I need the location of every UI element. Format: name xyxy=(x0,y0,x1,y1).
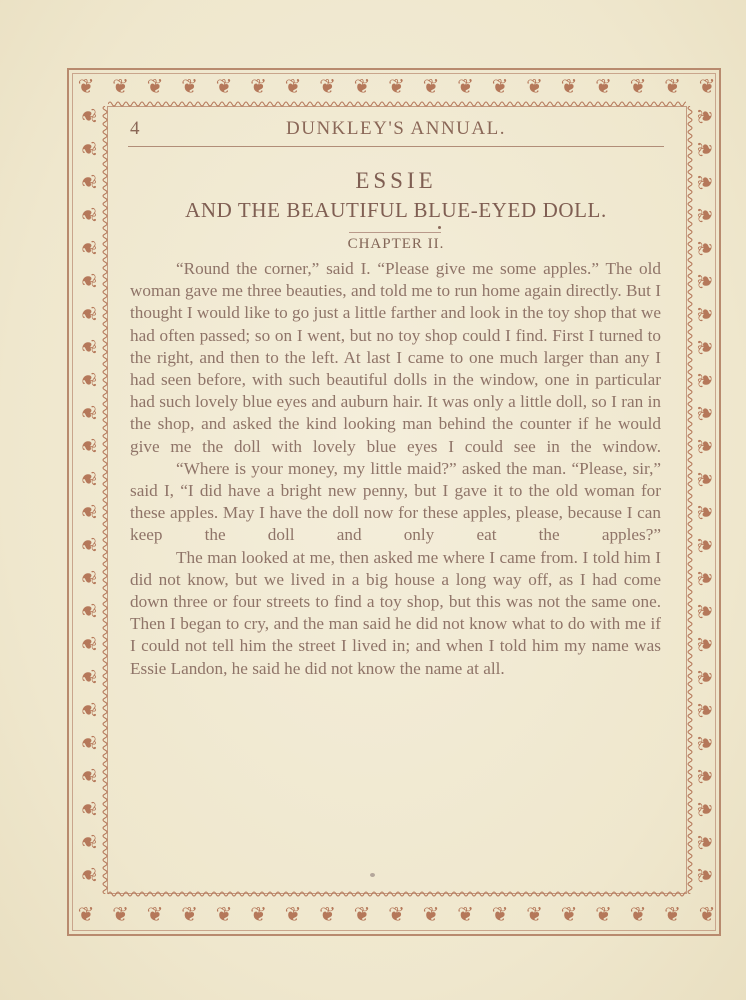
ivy-leaf-icon: ❦ xyxy=(77,569,101,587)
ivy-leaf-icon: ❦ xyxy=(693,833,717,851)
ivy-leaf-icon: ❦ xyxy=(77,437,101,455)
ivy-leaf-icon: ❦ xyxy=(693,569,717,587)
ivy-leaf-icon: ❦ xyxy=(457,74,474,98)
ivy-leaf-icon: ❦ xyxy=(181,74,198,98)
paragraph-2: “Where is your money, my little maid?” asked the man. “Please, sir,” said I, “I did have a bright new penny, but I gave it to the old woman for these apples. May I have the doll now for these apples, please, because I can keep the doll and only eat the apples?” xyxy=(130,458,661,545)
ivy-leaf-icon: ❦ xyxy=(77,536,101,554)
ivy-leaf-icon: ❦ xyxy=(77,701,101,719)
ivy-leaf-icon: ❦ xyxy=(422,74,440,98)
ivy-leaf-icon: ❦ xyxy=(693,206,717,224)
ivy-leaf-icon: ❦ xyxy=(693,305,717,323)
ivy-leaf-icon: ❦ xyxy=(215,74,233,98)
wavy-rule xyxy=(108,100,686,108)
ivy-leaf-icon: ❦ xyxy=(112,74,129,98)
paragraph-1: “Round the corner,” said I. “Please give me some apples.” The old woman gave me three beauties, and told me to run home again directly. But I thought I would like to go just a little farther and look in the toy shop that we had often passed; so on I went, but no toy shop could I find. First I turned to the right, and then to the left. At last I came to one much larger than any I had seen before, with such beautiful dolls in the window, one in particular had such lovely blue eyes and auburn hair. It was only a little doll, so I ran in the shop, and asked the kind looking man behind the counter if he would give me the doll with lovely blue eyes I could see in the window. xyxy=(130,259,661,456)
paragraph-3: The man looked at me, then asked me where I came from. I told him I did not know, but we lived in a big house a long way off, as I had come down three or four streets to find a toy shop, but this was not the same one. Then I began to cry, and the man said he did not know what to do with me if I could not tell him the street I lived in; and when I told him my name was Essie Landon, he said he did not know the name at all. xyxy=(130,547,661,678)
page-header xyxy=(128,118,664,144)
wavy-rule xyxy=(686,106,694,894)
ivy-leaf-icon: ❦ xyxy=(284,74,302,98)
ivy-leaf-icon: ❦ xyxy=(77,371,101,389)
ivy-leaf-icon: ❦ xyxy=(693,635,717,653)
ivy-leaf-icon: ❦ xyxy=(77,272,101,290)
ivy-leaf-icon: ❦ xyxy=(77,734,101,752)
ivy-leaf-icon: ❦ xyxy=(77,503,101,521)
ivy-leaf-icon: ❦ xyxy=(595,74,612,98)
ivy-leaf-icon: ❦ xyxy=(693,536,717,554)
ivy-leaf-icon: ❦ xyxy=(388,74,405,98)
ivy-leaf-icon: ❦ xyxy=(77,107,101,125)
ivy-leaf-icon: ❦ xyxy=(250,74,267,98)
ivy-leaf-icon: ❦ xyxy=(491,902,509,926)
ivy-leaf-icon: ❦ xyxy=(77,140,101,158)
ivy-leaf-icon: ❦ xyxy=(491,74,509,98)
story-body xyxy=(130,258,661,680)
ivy-leaf-icon: ❦ xyxy=(353,74,371,98)
ivy-leaf-icon: ❦ xyxy=(77,305,101,323)
ivy-leaf-icon: ❦ xyxy=(77,470,101,488)
running-title: DUNKLEY'S ANNUAL. xyxy=(286,118,506,139)
wavy-rule xyxy=(101,106,109,894)
ivy-leaf-icon: ❦ xyxy=(693,734,717,752)
header-rule xyxy=(128,146,664,147)
ivy-leaf-icon: ❦ xyxy=(693,371,717,389)
ivy-leaf-icon: ❦ xyxy=(693,437,717,455)
ivy-leaf-icon: ❦ xyxy=(319,902,336,926)
ink-spot xyxy=(370,873,375,877)
ivy-leaf-icon: ❦ xyxy=(698,902,716,926)
ivy-leaf-icon: ❦ xyxy=(77,767,101,785)
ivy-leaf-icon: ❦ xyxy=(146,902,164,926)
ivy-leaf-icon: ❦ xyxy=(353,902,371,926)
ivy-leaf-icon: ❦ xyxy=(77,635,101,653)
ivy-leaf-icon: ❦ xyxy=(693,800,717,818)
ivy-leaf-icon: ❦ xyxy=(146,74,164,98)
ivy-leaf-icon: ❦ xyxy=(250,902,267,926)
ivy-leaf-icon: ❦ xyxy=(77,338,101,356)
chapter-rule xyxy=(349,232,441,233)
ivy-leaf-icon: ❦ xyxy=(77,404,101,422)
ivy-leaf-icon: ❦ xyxy=(693,767,717,785)
ivy-leaf-icon: ❦ xyxy=(693,503,717,521)
ivy-leaf-icon: ❦ xyxy=(693,272,717,290)
ivy-leaf-icon: ❦ xyxy=(693,404,717,422)
ivy-leaf-icon: ❦ xyxy=(560,74,578,98)
ivy-leaf-icon: ❦ xyxy=(629,902,647,926)
ivy-leaf-icon: ❦ xyxy=(112,902,129,926)
ivy-leaf-icon: ❦ xyxy=(77,602,101,620)
wavy-rule xyxy=(108,890,686,898)
chapter-heading: CHAPTER II. xyxy=(347,236,445,252)
ivy-leaf-icon: ❦ xyxy=(77,800,101,818)
ivy-leaf-icon: ❦ xyxy=(457,902,474,926)
ivy-leaf-icon: ❦ xyxy=(319,74,336,98)
ivy-leaf-icon: ❦ xyxy=(698,74,716,98)
ivy-leaf-icon: ❦ xyxy=(693,470,717,488)
ivy-leaf-icon: ❦ xyxy=(693,140,717,158)
ivy-leaf-icon: ❦ xyxy=(77,74,95,98)
ivy-leaf-icon: ❦ xyxy=(77,173,101,191)
ivy-leaf-icon: ❦ xyxy=(77,239,101,257)
ivy-leaf-icon: ❦ xyxy=(284,902,302,926)
ivy-leaf-icon: ❦ xyxy=(388,902,405,926)
title-dot xyxy=(438,226,441,229)
ivy-leaf-icon: ❦ xyxy=(664,902,681,926)
ivy-leaf-icon: ❦ xyxy=(526,902,543,926)
ivy-leaf-icon: ❦ xyxy=(181,902,198,926)
ivy-leaf-icon: ❦ xyxy=(629,74,647,98)
ivy-leaf-icon: ❦ xyxy=(77,902,95,926)
ivy-leaf-icon: ❦ xyxy=(77,866,101,884)
ivy-leaf-icon: ❦ xyxy=(693,668,717,686)
ivy-leaf-icon: ❦ xyxy=(560,902,578,926)
ivy-leaf-icon: ❦ xyxy=(215,902,233,926)
ivy-leaf-icon: ❦ xyxy=(693,107,717,125)
ivy-leaf-icon: ❦ xyxy=(693,602,717,620)
ivy-leaf-icon: ❦ xyxy=(664,74,681,98)
ivy-leaf-icon: ❦ xyxy=(693,239,717,257)
story-title-line-2: AND THE BEAUTIFUL BLUE-EYED DOLL. xyxy=(185,198,607,222)
ivy-leaf-icon: ❦ xyxy=(693,338,717,356)
page-number: 4 xyxy=(130,118,141,139)
ivy-leaf-icon: ❦ xyxy=(595,902,612,926)
ivy-leaf-icon: ❦ xyxy=(77,206,101,224)
ivy-leaf-icon: ❦ xyxy=(77,668,101,686)
story-title-line-1: ESSIE xyxy=(355,168,437,193)
ivy-leaf-icon: ❦ xyxy=(693,701,717,719)
ivy-leaf-icon: ❦ xyxy=(422,902,440,926)
ivy-leaf-icon: ❦ xyxy=(693,866,717,884)
ivy-leaf-icon: ❦ xyxy=(693,173,717,191)
ivy-leaf-icon: ❦ xyxy=(526,74,543,98)
ivy-leaf-icon: ❦ xyxy=(77,833,101,851)
